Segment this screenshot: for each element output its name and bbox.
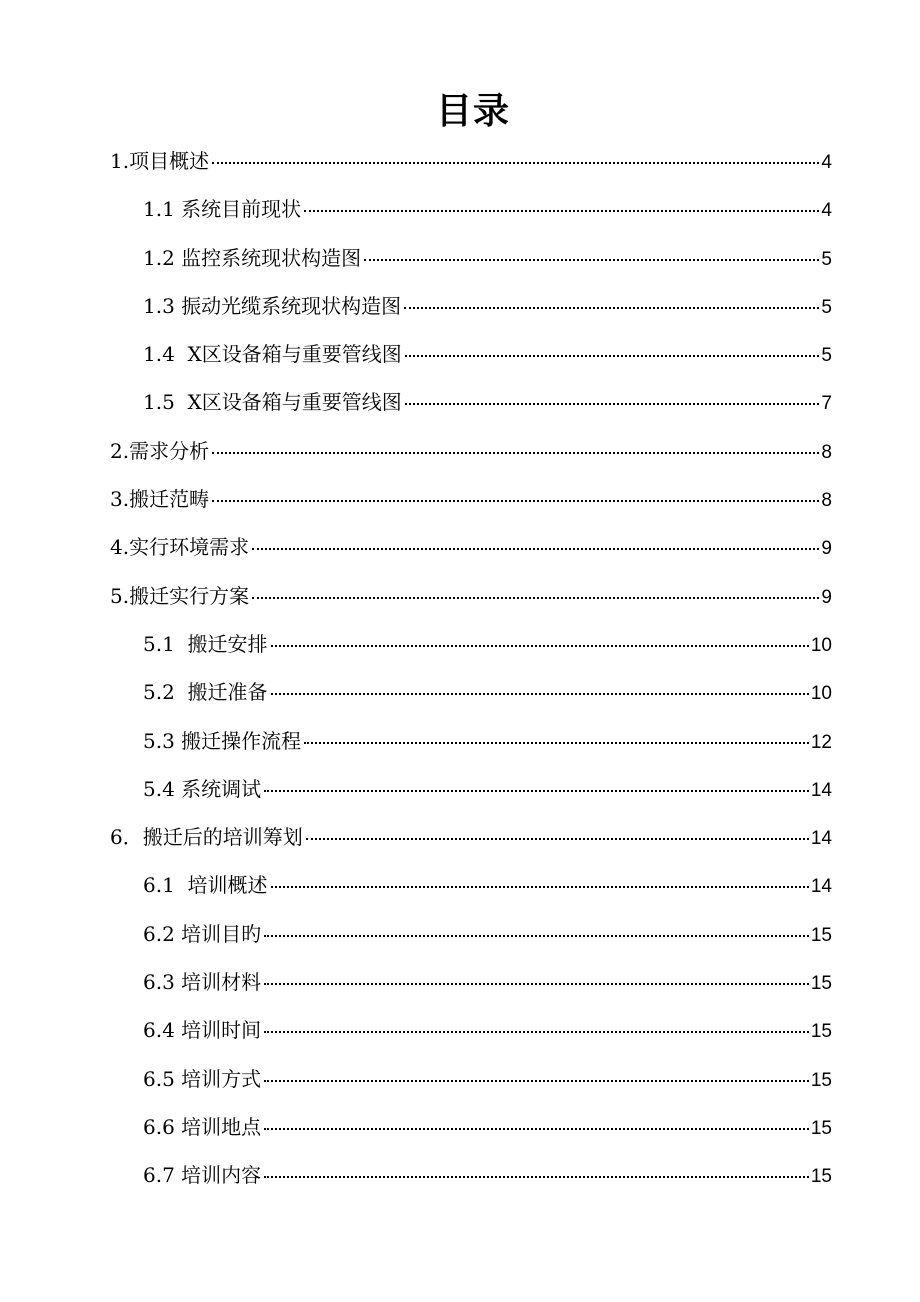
toc-entry[interactable] [0, 861, 920, 909]
toc-dot-leader [264, 1108, 809, 1130]
toc-entry-label: 5.搬迁实行方案 [110, 583, 250, 608]
toc-entry-label: 5.4 系统调试 [143, 776, 262, 801]
toc-dot-leader [264, 963, 809, 985]
toc-entry-page-number: 7 [821, 393, 832, 415]
toc-entry[interactable] [0, 765, 920, 813]
toc-entry-label: 1.4 X区设备箱与重要管线图 [143, 342, 402, 367]
toc-entry-label: 3.搬迁范畴 [110, 487, 210, 512]
toc-entry[interactable] [0, 1151, 920, 1199]
toc-dot-leader [404, 287, 819, 309]
toc-entry-page-number: 4 [821, 200, 832, 222]
toc-entry[interactable] [0, 185, 920, 233]
toc-entry-page-number: 8 [821, 490, 832, 512]
toc-entry-page-number: 14 [810, 779, 832, 801]
toc-entry-page-number: 9 [821, 538, 832, 560]
toc-dot-leader [264, 915, 809, 937]
toc-entry-page-number: 15 [810, 1166, 832, 1188]
toc-entry-page-number: 9 [821, 586, 832, 608]
toc-entry-label: 5.1 搬迁安排 [143, 631, 268, 656]
toc-entry-label: 1.项目概述 [110, 149, 210, 173]
toc-entry-page-number: 4 [821, 152, 832, 173]
toc-dot-leader [264, 770, 809, 792]
toc-entry-label: 5.2 搬迁准备 [143, 680, 268, 705]
toc-entry-page-number: 5 [821, 248, 832, 270]
toc-entry-label: 1.2 监控系统现状构造图 [143, 245, 362, 270]
toc-entry[interactable] [0, 717, 920, 765]
toc-dot-leader [405, 335, 820, 357]
toc-dot-leader [271, 625, 809, 647]
toc-entry-page-number: 5 [821, 296, 832, 318]
toc-entry[interactable] [0, 1006, 920, 1054]
toc-dot-leader [271, 866, 809, 888]
toc-dot-leader [405, 383, 820, 405]
toc-dot-leader [364, 239, 819, 261]
toc-dot-leader [264, 1156, 809, 1178]
toc-dot-leader [252, 528, 819, 550]
toc-dot-leader [212, 142, 819, 164]
toc-entry[interactable] [0, 282, 920, 330]
toc-entry-label: 6.2 培训目旳 [143, 921, 262, 946]
toc-entry-page-number: 14 [810, 876, 832, 898]
toc-entry[interactable] [0, 1103, 920, 1151]
toc-entry-page-number: 12 [810, 731, 832, 753]
toc-entry-label: 2.需求分析 [110, 438, 210, 463]
toc-entry-label: 4.实行环境需求 [110, 535, 250, 560]
toc-entry-label: 5.3 搬迁操作流程 [143, 728, 302, 753]
toc-dot-leader [264, 1060, 809, 1082]
toc-entry[interactable] [0, 668, 920, 716]
toc-entry-page-number: 5 [821, 345, 832, 367]
toc-entry-label: 6.4 培训时间 [143, 1018, 262, 1043]
toc-dot-leader [304, 190, 819, 212]
toc-dot-leader [264, 1011, 809, 1033]
toc-entry-page-number: 10 [810, 683, 832, 705]
toc-entry-label: 6．搬迁后的培训筹划 [110, 825, 303, 850]
toc-dot-leader [306, 818, 809, 840]
toc-entry-label: 6.5 培训方式 [143, 1066, 262, 1091]
toc-dot-leader [271, 673, 809, 695]
toc-entry[interactable] [0, 1055, 920, 1103]
toc-entry-page-number: 15 [810, 924, 832, 946]
toc-entry[interactable] [0, 137, 920, 185]
toc-entry-label: 1.1 系统目前现状 [143, 197, 302, 222]
toc-entry[interactable] [0, 523, 920, 571]
table-of-contents [0, 137, 920, 1200]
toc-entry-label: 1.5 X区设备箱与重要管线图 [143, 390, 402, 415]
toc-entry-page-number: 15 [810, 1069, 832, 1091]
toc-entry-label: 6.3 培训材料 [143, 970, 262, 995]
toc-dot-leader [304, 722, 809, 744]
toc-entry[interactable] [0, 813, 920, 861]
toc-entry-page-number: 15 [810, 1117, 832, 1139]
toc-entry-page-number: 15 [810, 973, 832, 995]
toc-entry-page-number: 10 [810, 634, 832, 656]
toc-dot-leader [252, 577, 819, 599]
toc-entry[interactable] [0, 330, 920, 378]
toc-dot-leader [212, 480, 819, 502]
toc-entry-label: 6.6 培训地点 [143, 1114, 262, 1139]
toc-entry-page-number: 14 [810, 828, 832, 850]
toc-dot-leader [212, 432, 819, 454]
toc-entry-label: 1.3 振动光缆系统现状构造图 [143, 293, 402, 318]
toc-entry-page-number: 15 [810, 1021, 832, 1043]
toc-entry[interactable] [0, 378, 920, 426]
page-title: 目录 [435, 91, 510, 132]
toc-entry[interactable] [0, 958, 920, 1006]
toc-entry-label: 6.7 培训内容 [143, 1163, 262, 1188]
toc-entry[interactable] [0, 620, 920, 668]
toc-entry[interactable] [0, 910, 920, 958]
toc-entry[interactable] [0, 234, 920, 282]
toc-entry[interactable] [0, 427, 920, 475]
toc-entry-page-number: 8 [821, 441, 832, 463]
toc-entry[interactable] [0, 572, 920, 620]
toc-entry-label: 6.1 培训概述 [143, 873, 268, 898]
toc-entry[interactable] [0, 475, 920, 523]
